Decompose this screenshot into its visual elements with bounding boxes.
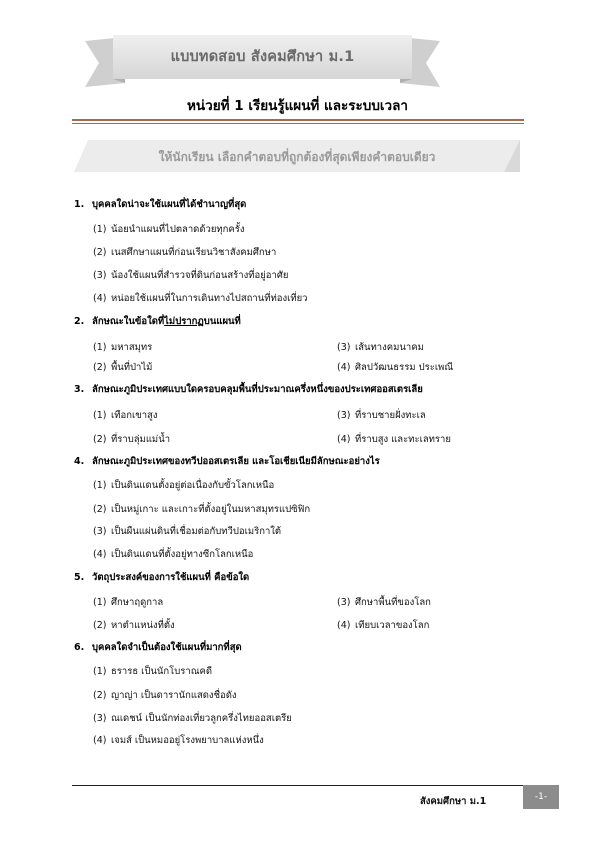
banner-title: แบบทดสอบ สังคมศึกษา ม.1 (170, 49, 355, 65)
option-number: (1) (93, 597, 107, 608)
option-number: (4) (337, 362, 351, 373)
question-text-end: บนแผนที่ (203, 316, 241, 327)
footer-subject: สังคมศึกษา ม.1 (420, 796, 487, 807)
option-text: ที่ราบลุ่มแม่น้ำ (111, 434, 171, 445)
option-text: น้อยนำแผนที่ไปตลาดด้วยทุกครั้ง (111, 224, 245, 235)
option-text: ที่ราบสูง และทะเลทราย (355, 434, 451, 445)
question-number: 5. (74, 572, 85, 583)
option-number: (1) (93, 224, 107, 235)
option-number: (4) (93, 549, 107, 560)
question-3 (74, 382, 423, 397)
option-5-2[interactable] (93, 618, 175, 633)
option-number: (3) (337, 597, 351, 608)
option-text: พื้นที่ป่าไม้ (111, 362, 153, 373)
option-text: เทียบเวลาของโลก (355, 620, 430, 631)
option-3-4[interactable] (337, 432, 451, 447)
option-4-4[interactable] (93, 547, 253, 562)
option-2-1[interactable] (93, 340, 152, 355)
option-text: เจมส์ เป็นหมออยู่โรงพยาบาลแห่งหนึ่ง (111, 735, 264, 746)
question-text: ลักษณะภูมิประเทศของทวีปออสเตรเลีย และโอเชียเนียมีลักษณะอย่างไร (92, 456, 380, 467)
option-6-4[interactable] (93, 733, 264, 748)
option-text: ธรารธ เป็นนักโบราณคดี (111, 666, 213, 677)
option-number: (4) (337, 434, 351, 445)
option-text: ศึกษาพื้นที่ของโลก (355, 597, 431, 608)
option-number: (2) (93, 504, 107, 515)
option-text: ที่ราบชายฝั่งทะเล (355, 410, 426, 421)
option-5-4[interactable] (337, 618, 429, 633)
option-text: หาตำแหน่งที่ตั้ง (111, 620, 175, 631)
option-text: เป็นหมู่เกาะ และเกาะที่ตั้งอยู่ในมหาสมุทรแปซิฟิก (111, 504, 311, 515)
option-text: เป็นดินแดนที่ตั้งอยู่ทางซีกโลกเหนือ (111, 549, 254, 560)
option-1-1[interactable] (93, 222, 245, 237)
unit-title: หน่วยที่ 1 เรียนรู้แผนที่ และระบบเวลา (187, 98, 408, 114)
option-text: หน่อยใช้แผนที่ในการเดินทางไปสถานที่ท่องเที่ยว (111, 293, 308, 304)
option-text: ศึกษาฤดูกาล (111, 597, 164, 608)
question-4 (74, 454, 380, 469)
option-text: เทือกเขาสูง (111, 410, 158, 421)
option-number: (4) (337, 620, 351, 631)
option-3-2[interactable] (93, 432, 170, 447)
option-number: (4) (93, 735, 107, 746)
option-1-3[interactable] (93, 268, 288, 283)
option-text: ณเดชน์ เป็นนักท่องเที่ยวลูกครึ่งไทยออสเตรีย (111, 713, 292, 724)
option-number: (2) (93, 620, 107, 631)
question-number: 6. (74, 642, 85, 653)
question-number: 1. (74, 199, 85, 210)
option-1-2[interactable] (93, 245, 276, 260)
option-4-1[interactable] (93, 478, 274, 493)
instruction-box (74, 140, 520, 172)
option-number: (3) (93, 713, 107, 724)
option-number: (3) (93, 526, 107, 537)
option-1-4[interactable] (93, 291, 308, 306)
option-5-1[interactable] (93, 595, 163, 610)
option-text: มหาสมุทร (111, 342, 153, 353)
title-banner (85, 33, 440, 91)
question-number: 4. (74, 456, 85, 467)
option-number: (2) (93, 434, 107, 445)
option-6-2[interactable] (93, 688, 237, 703)
question-2 (74, 314, 241, 329)
option-3-3[interactable] (337, 408, 426, 423)
footer-divider (72, 785, 524, 786)
question-text: วัตถุประสงค์ของการใช้แผนที่ คือข้อใด (92, 572, 250, 583)
question-text: ลักษณะภูมิประเทศแบบใดครอบคลุมพื้นที่ประมาณครึ่งหนึ่งของประเทศออสเตรเลีย (92, 384, 423, 395)
question-6 (74, 640, 242, 655)
option-4-3[interactable] (93, 524, 281, 539)
option-2-4[interactable] (337, 360, 453, 375)
option-number: (1) (93, 480, 107, 491)
option-number: (4) (93, 293, 107, 304)
option-text: เป็นผืนแผ่นดินที่เชื่อมต่อกับทวีปอเมริกาใต้ (111, 526, 282, 537)
option-number: (2) (93, 362, 107, 373)
option-6-1[interactable] (93, 664, 212, 679)
option-text: เนสศึกษาแผนที่ก่อนเรียนวิชาสังคมศึกษา (111, 247, 277, 258)
option-6-3[interactable] (93, 711, 292, 726)
option-text: เป็นดินแดนตั้งอยู่ต่อเนื่องกับขั้วโลกเหนือ (111, 480, 275, 491)
option-number: (2) (93, 247, 107, 258)
option-5-3[interactable] (337, 595, 431, 610)
question-number: 2. (74, 316, 85, 327)
option-number: (3) (93, 270, 107, 281)
option-number: (1) (93, 666, 107, 677)
option-text: ญาญ่า เป็นดารานักแสดงชื่อดัง (111, 690, 237, 701)
option-2-3[interactable] (337, 340, 424, 355)
option-number: (1) (93, 410, 107, 421)
question-5 (74, 570, 249, 585)
title-divider-thin (72, 123, 524, 124)
option-text: ศิลปวัฒนธรรม ประเพณี (355, 362, 454, 373)
option-number: (3) (337, 342, 351, 353)
question-text: บุคคลใดจำเป็นต้องใช้แผนที่มากที่สุด (92, 642, 242, 653)
option-number: (2) (93, 690, 107, 701)
option-number: (3) (337, 410, 351, 421)
question-1 (74, 197, 246, 212)
instruction-text: ให้นักเรียน เลือกคำตอบที่ถูกต้องที่สุดเพียงคำตอบเดียว (158, 150, 436, 164)
option-3-1[interactable] (93, 408, 157, 423)
question-text: ลักษณะในข้อใดที่ (92, 316, 165, 327)
option-2-2[interactable] (93, 360, 152, 375)
option-4-2[interactable] (93, 502, 310, 517)
option-number: (1) (93, 342, 107, 353)
page-number: -1- (523, 785, 559, 809)
title-divider (72, 119, 524, 121)
question-number: 3. (74, 384, 85, 395)
question-text: บุคคลใดน่าจะใช้แผนที่ได้ชำนาญที่สุด (92, 199, 247, 210)
option-text: น้องใช้แผนที่สำรวจที่ดินก่อนสร้างที่อยู่อาศัย (111, 270, 289, 281)
option-text: เส้นทางคมนาคม (355, 342, 424, 353)
question-text-underlined: ไม่ปรากฏ (164, 316, 204, 327)
